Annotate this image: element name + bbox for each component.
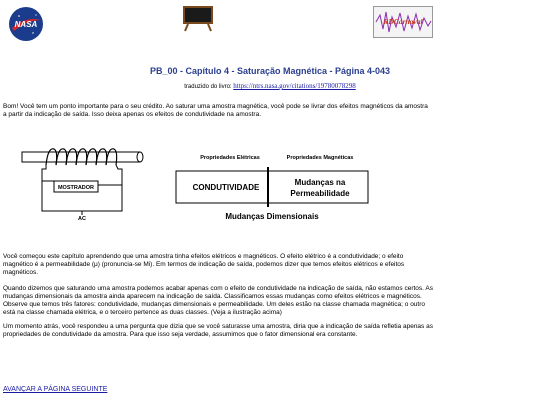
conductivity-label: CONDUTIVIDADE — [192, 183, 260, 192]
chalkboard-icon — [180, 4, 216, 32]
paragraph-conclusion: Um momento atrás, você respondeu a uma pergunta que dizia que se você saturasse uma amostra, diria que a indicação de saída refletia apenas as propriedades de condutividade da amostra. Para que isso seja verdade, assumimos que o fator dimensional era constante. — [3, 323, 433, 338]
nasa-logo — [8, 6, 44, 42]
permeability-changes-line1: Mudanças na — [294, 178, 346, 187]
paragraph-intro: Bom! Você tem um ponto importante para o seu crédito. Ao saturar uma amostra magnética, você pode se livrar dos efeitos magnéticos da amostra a partir da indicação de saída. Isso deixa apenas os efeitos de condutividade na amostra. — [3, 103, 428, 118]
translation-link[interactable]: https://ntrs.nasa.gov/citations/19780078298 — [233, 82, 356, 90]
permeability-changes-line2: Permeabilidade — [290, 189, 350, 198]
dimensional-changes-label: Mudanças Dimensionais — [225, 212, 319, 221]
ac-label: AC — [78, 216, 86, 221]
page-title: PB_00 - Capítulo 4 - Saturação Magnética - Página 4-043 — [149, 66, 391, 76]
magnetic-properties-header: Propriedades Magnéticas — [286, 155, 354, 161]
next-page-link[interactable]: AVANÇAR A PÁGINA SEGUINTE — [3, 386, 108, 393]
nasa-logo-text: NASA — [14, 20, 38, 29]
electrical-properties-header: Propriedades Elétricas — [200, 155, 260, 161]
paragraph-saturation: Quando dizemos que saturando uma amostra podemos acabar apenas com o efeito de condutividade na indicação de saída, não estamos certos. As mudanças dimensionais da amostra ainda aparecem na indicação de saída. Classificamos essas mudanças como efeitos elétricos e magnéticos. Observe que temos três fatores: condutividade, mudanças dimensionais e permeabilidade. Um deles estão na classe chamada magnética; o outro está na classe chamada elétrica, e o terceiro pertence as duas classes. (Veja a ilustração acima) — [3, 285, 433, 316]
properties-diagram — [168, 153, 378, 225]
translation-note — [0, 82, 540, 90]
rdcarnaval-logo — [373, 6, 433, 38]
instrument-label: MOSTRADOR — [57, 185, 95, 191]
coil-circuit-diagram — [18, 143, 188, 221]
rdcarnaval-logo-text: RDCarnaval — [383, 17, 423, 26]
paragraph-effects: Você começou este capítulo aprendendo que uma amostra tinha efeitos elétricos e magnéticos. O efeito elétrico é a condutividade; o efeito magnético é a permeabilidade (μ) (pronuncia-se Mi). Em termos de indicação de saída, podemos dizer que temos efeitos elétricos e efeitos magnéticos. — [3, 253, 405, 276]
translation-label: traduzido do livro: — [184, 84, 232, 90]
